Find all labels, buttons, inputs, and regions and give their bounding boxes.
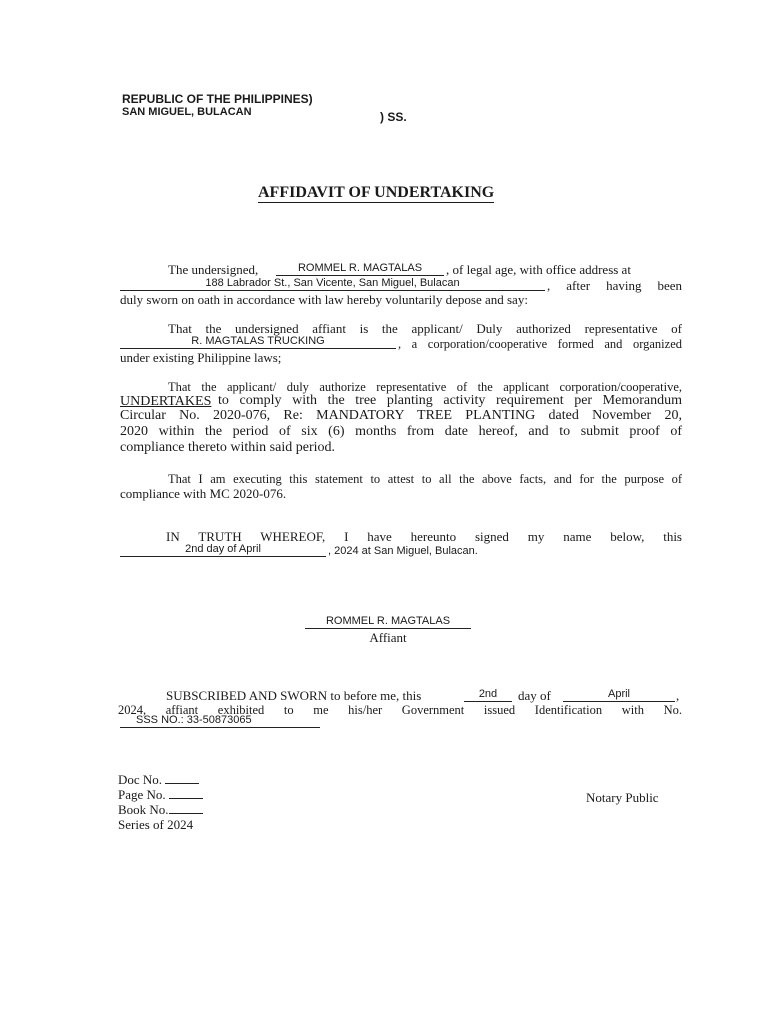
para5-line1: IN TRUTH WHEREOF, I have hereunto signed my name below, this [166, 529, 682, 544]
jurat-line2: 2024, affiant exhibited to me his/her Government issued Identification with No. [118, 703, 682, 717]
para1-lead: The undersigned, [168, 262, 259, 277]
book-number-row: Book No. [118, 802, 203, 818]
para1-line3: duly sworn on oath in accordance with law hereby voluntarily depose and say: [120, 292, 528, 307]
para3-line1: That the applicant/ duly authorize representative of the applicant corporation/cooperative, [168, 380, 682, 394]
document-title: AFFIDAVIT OF UNDERTAKING [258, 184, 495, 201]
para4-line1: That I am executing this statement to attest to all the above facts, and for the purpose of [168, 472, 682, 486]
para3-line2: to comply with the tree planting activity requirement per Memorandum [218, 393, 682, 408]
company-name-field: R. MAGTALAS TRUCKING [120, 335, 396, 349]
office-address-field: 188 Labrador St., San Vicente, San Miguel, Bulacan [120, 277, 545, 291]
para2-line1: That the undersigned affiant is the applicant/ Duly authorized representative of [168, 321, 682, 336]
jurat-day-field: 2nd [464, 688, 512, 702]
location-heading: SAN MIGUEL, BULACAN [122, 106, 252, 118]
affiant-signature-name: ROMMEL R. MAGTALAS [305, 615, 471, 629]
republic-heading: REPUBLIC OF THE PHILIPPINES) [122, 92, 313, 106]
para3-line5: compliance thereto within said period. [120, 440, 335, 455]
undertakes-word: UNDERTAKES [120, 394, 212, 409]
para2-after-company: , a corporation/cooperative formed and organized [398, 337, 682, 351]
jurat-day-of: day of [518, 688, 551, 703]
page-number-row: Page No. [118, 787, 203, 803]
affiant-label: Affiant [369, 630, 407, 645]
para1-after-address: , after having been [547, 278, 682, 293]
para5-after-date: , 2024 at San Miguel, Bulacan. [328, 545, 478, 557]
ss-mark: ) SS. [380, 110, 407, 124]
jurat-lead: SUBSCRIBED AND SWORN to before me, this [166, 688, 422, 703]
para3-line4: 2020 within the period of six (6) months from date hereof, and to submit proof of [120, 424, 682, 439]
series-row: Series of 2024 [118, 817, 194, 832]
para4-line2: compliance with MC 2020-076. [120, 486, 287, 501]
doc-number-row: Doc No. [118, 772, 199, 788]
para3-line3: Circular No. 2020-076, Re: MANDATORY TREE PLANTING dated November 20, [120, 408, 682, 423]
identification-number-field: SSS NO.: 33-50873065 [120, 714, 320, 728]
signing-date-field: 2nd day of April [120, 543, 326, 557]
jurat-comma: , [676, 688, 680, 703]
affiant-name-field: ROMMEL R. MAGTALAS [276, 262, 444, 276]
para2-line3: under existing Philippine laws; [120, 350, 282, 365]
para1-after-name: , of legal age, with office address at [446, 262, 631, 277]
notary-public-label: Notary Public [586, 790, 659, 805]
jurat-month-field: April [563, 688, 675, 702]
